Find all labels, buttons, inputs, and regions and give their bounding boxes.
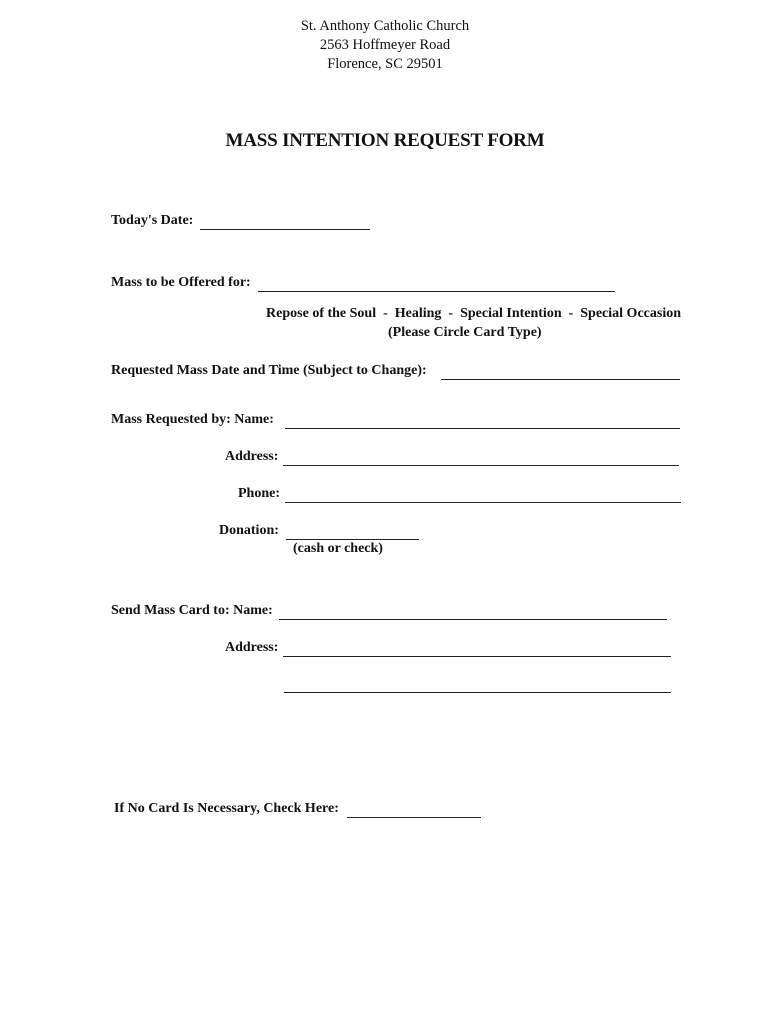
todays-date-field[interactable]	[200, 229, 370, 230]
send-card-address-label: Address:	[225, 640, 279, 655]
requested-date-label: Requested Mass Date and Time (Subject to Change):	[111, 363, 427, 378]
form-title: MASS INTENTION REQUEST FORM	[225, 130, 545, 151]
mass-offered-for-field[interactable]	[258, 291, 615, 292]
todays-date-label: Today's Date:	[111, 213, 194, 228]
send-card-address-field[interactable]	[283, 656, 671, 657]
mass-offered-for-label: Mass to be Offered for:	[111, 275, 251, 290]
church-city-state-zip: Florence, SC 29501	[327, 56, 443, 72]
card-types-note: (Please Circle Card Type)	[388, 325, 542, 340]
card-types-options: Repose of the Soul - Healing - Special Intention - Special Occasion	[266, 306, 681, 321]
requested-by-phone-field[interactable]	[285, 502, 681, 503]
no-card-check-field[interactable]	[347, 817, 481, 818]
send-card-address-field-2[interactable]	[284, 692, 671, 693]
no-card-label: If No Card Is Necessary, Check Here:	[114, 801, 339, 816]
church-name: St. Anthony Catholic Church	[300, 18, 470, 34]
requested-by-name-label: Mass Requested by: Name:	[111, 412, 274, 427]
requested-date-field[interactable]	[441, 379, 680, 380]
church-street: 2563 Hoffmeyer Road	[319, 37, 451, 53]
requested-by-address-field[interactable]	[283, 465, 679, 466]
donation-label: Donation:	[219, 523, 279, 538]
donation-field[interactable]	[286, 539, 419, 540]
send-card-name-field[interactable]	[279, 619, 667, 620]
donation-note: (cash or check)	[293, 541, 383, 556]
send-card-name-label: Send Mass Card to: Name:	[111, 603, 273, 618]
requested-by-address-label: Address:	[225, 449, 279, 464]
requested-by-phone-label: Phone:	[238, 486, 280, 501]
requested-by-name-field[interactable]	[285, 428, 680, 429]
